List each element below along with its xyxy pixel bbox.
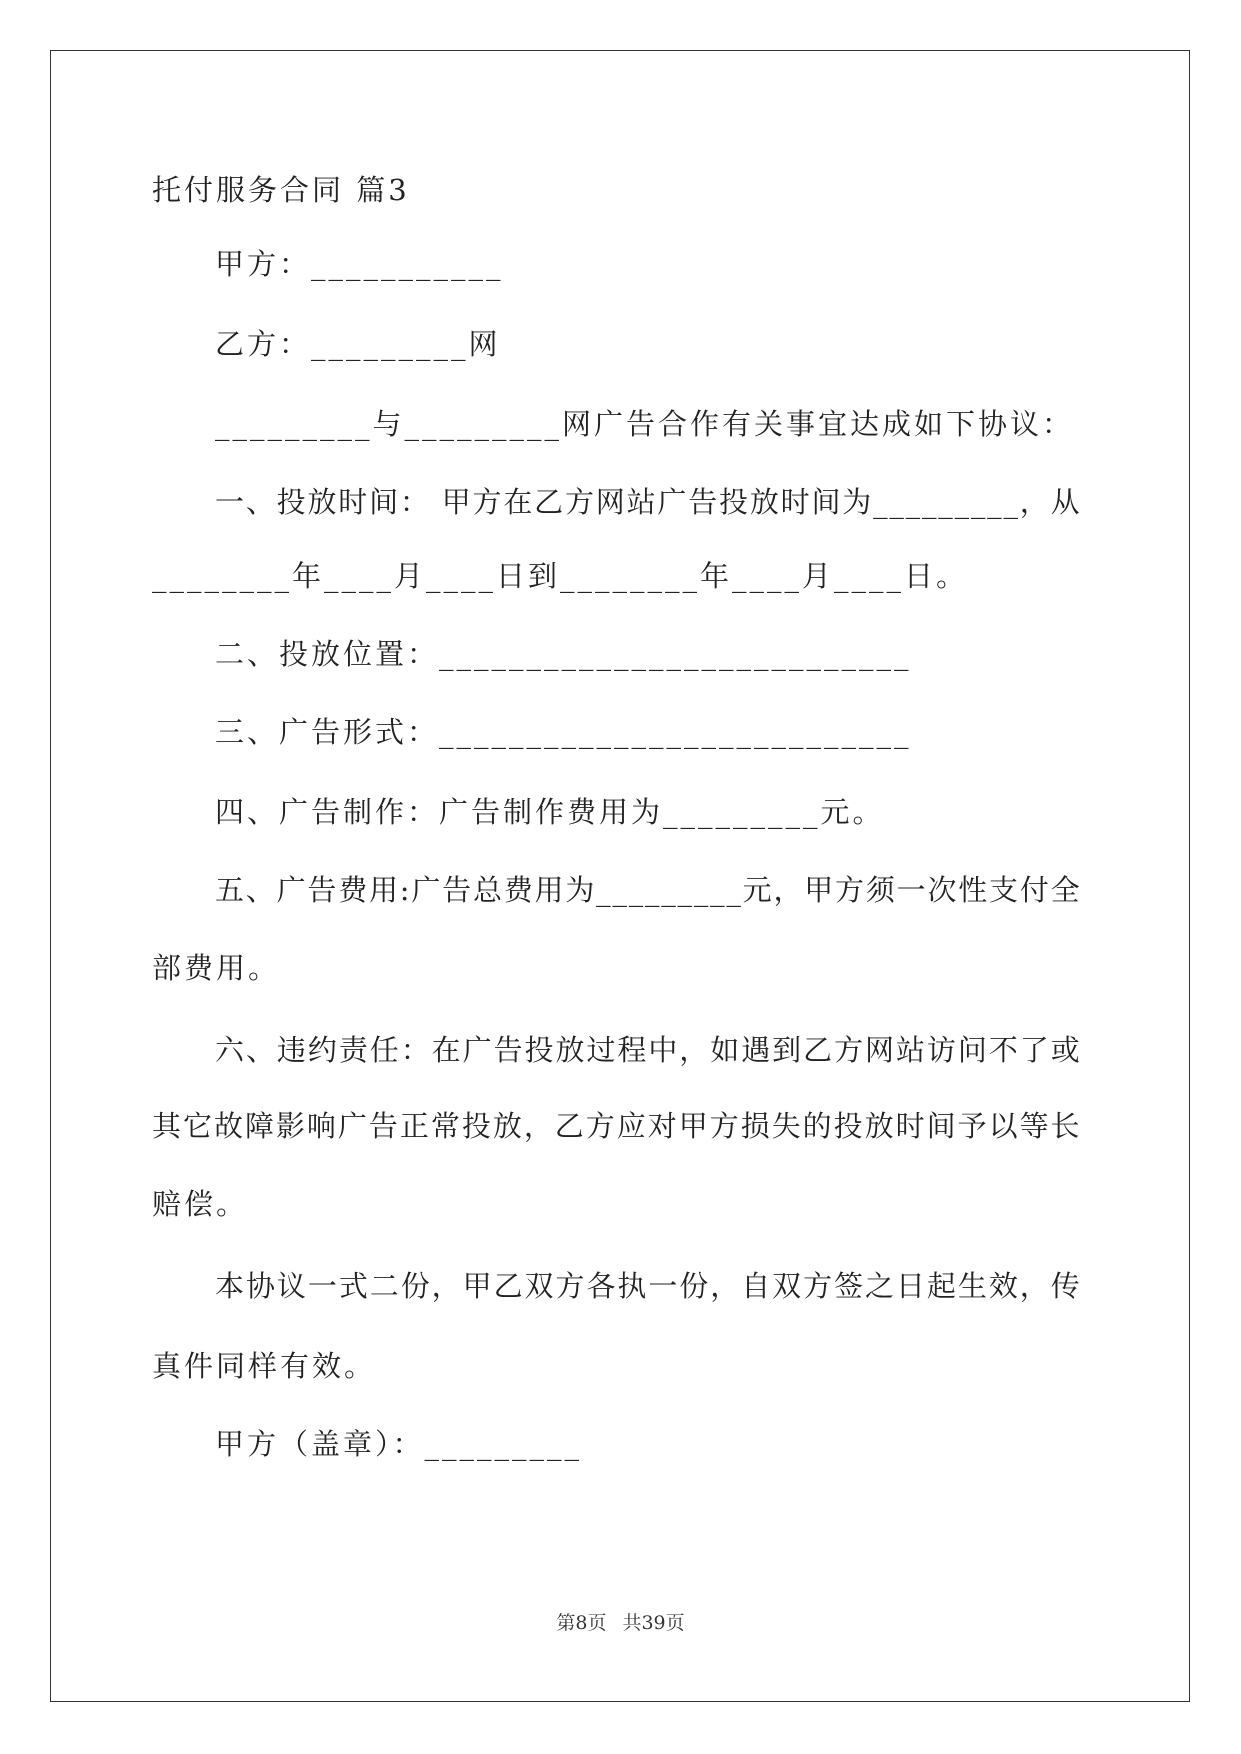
page-total: 共39页 [622, 1612, 685, 1634]
clause-6-line-1: 六 、 违 约 责 任 ： 在 广 告 投 放 过 程 中 ， 如 遇 到 乙 方 网 站 访 问 不 了 或 [215, 1033, 1080, 1067]
clause-4: 四、广告制作：广告制作费用为_________元。 [215, 795, 885, 829]
clause-6-line-3: 赔偿。 [152, 1187, 249, 1221]
clause-5-line-2: 部费用。 [152, 951, 281, 985]
clause-2: 二、投放位置：___________________________ [215, 637, 912, 671]
clause-1-line-1: 一 、 投 放 时 间 ： 甲 方 在 乙 方 网 站 广 告 投 放 时 间 为 _ _ _ _ _ _ _ _ _ ， 从 [215, 485, 1080, 519]
closing-line-1: 本 协 议 一 式 二 份 ， 甲 乙 双 方 各 执 一 份 ， 自 双 方 签 之 日 起 生 效 ， 传 [215, 1269, 1080, 1303]
party-a-line: 甲方：___________ [215, 247, 504, 281]
document-title: 托付服务合同 篇3 [152, 173, 410, 207]
closing-line-2: 真件同样有效。 [152, 1349, 377, 1383]
clause-1-line-2: ________年____月____日到________年____月____日。 [152, 559, 969, 593]
page-footer [0, 1611, 1241, 1635]
clause-6-line-2: 其 它 故 障 影 响 广 告 正 常 投 放 ， 乙 方 应 对 甲 方 损 失 的 投 放 时 间 予 以 等 长 [152, 1109, 1080, 1143]
clause-5-line-1: 五 、 广 告 费 用 : 广 告 总 费 用 为 _ _ _ _ _ _ _ _ _ 元 ， 甲 方 须 一 次 性 支 付 全 [215, 873, 1080, 907]
party-b-line: 乙方：_________网 [215, 327, 501, 361]
party-a-seal-line: 甲方（盖章）：_________ [215, 1427, 583, 1461]
page-number: 第8页 [556, 1612, 607, 1634]
agreement-intro: _________与_________网广告合作有关事宜达成如下协议： [215, 407, 1075, 441]
clause-3: 三、广告形式：___________________________ [215, 715, 912, 749]
